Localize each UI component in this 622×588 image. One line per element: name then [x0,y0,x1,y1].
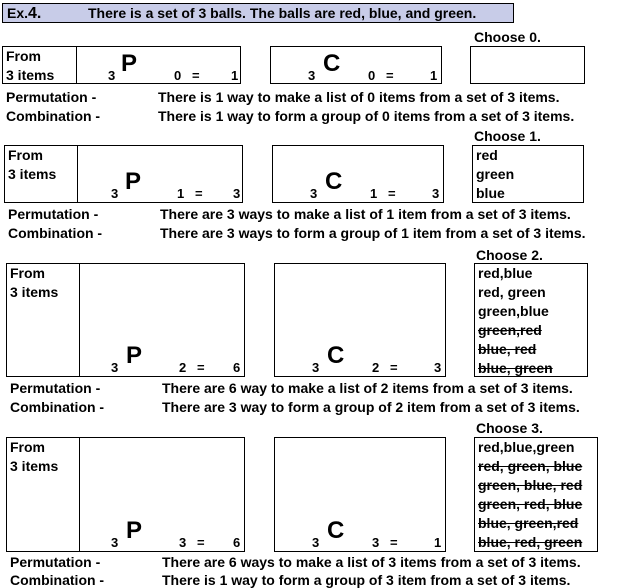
choose-list [474,263,588,377]
combination-text: There are 3 ways to form a group of 1 item from a set of 3 items. [160,225,586,241]
c-letter: C [325,168,343,195]
list-item: green,blue [478,303,549,319]
permutation-result: 6 [233,535,241,550]
permutation-label: Permutation - [10,380,101,396]
combination-label: Combination - [6,108,101,124]
from-cell [7,264,80,376]
items-label: 3 items [8,166,57,182]
choose-label: Choose 2. [476,247,543,263]
permutation-result: 1 [231,68,239,83]
equals-sign: = [390,535,398,550]
combination-label: Combination - [10,399,105,415]
list-item: red, green [478,284,546,300]
items-label: 3 items [6,67,55,83]
n-subscript: 3 [312,535,320,550]
items-label: 3 items [10,458,59,474]
permutation-text: There are 3 ways to make a list of 1 item from a set of 3 items. [160,206,571,222]
combination-box [270,46,442,84]
choose-label: Choose 0. [474,29,541,45]
choose-list [470,46,585,84]
r-subscript: 0 [368,68,376,83]
equals-sign: = [195,186,203,201]
combination-label: Combination - [8,225,103,241]
choose-label: Choose 3. [476,420,543,436]
permutation-result: 3 [233,186,241,201]
equals-sign: = [390,360,398,375]
combination-label: Combination - [10,572,105,588]
combination-box [274,437,446,552]
list-item-struck: blue, red [478,341,537,357]
p-letter: P [121,50,138,77]
permutation-result: 6 [233,360,241,375]
r-subscript: 2 [179,360,187,375]
choose-list [474,437,598,552]
r-subscript: 0 [174,68,182,83]
list-item-struck: green, blue, red [478,477,583,493]
permutation-label: Permutation - [6,89,97,105]
r-subscript: 1 [177,186,185,201]
choose-list [472,145,584,203]
combination-box [272,145,444,203]
r-subscript: 3 [372,535,380,550]
p-letter: P [125,168,142,195]
combination-result: 3 [434,360,442,375]
permutation-box [6,263,245,377]
combination-text: There is 1 way to form a group of 0 items from a set of 3 items. [158,108,575,124]
list-item-struck: red, green, blue [478,458,583,474]
permutation-text: There are 6 ways to make a list of 3 items from a set of 3 items. [162,554,581,570]
list-item: green [476,166,515,182]
combination-result: 1 [430,68,438,83]
title-bar [2,3,514,23]
n-subscript: 3 [111,535,119,550]
from-cell [5,146,78,202]
n-subscript: 3 [312,360,320,375]
list-item-struck: green, red, blue [478,496,583,512]
n-subscript: 3 [310,186,318,201]
n-subscript: 3 [111,186,119,201]
list-item: red,blue [478,265,533,281]
equals-sign: = [197,535,205,550]
combination-result: 3 [432,186,440,201]
list-item-struck: blue, green [478,360,553,376]
from-label: From [10,439,45,455]
r-subscript: 1 [370,186,378,201]
from-label: From [6,48,41,64]
c-letter: C [327,517,345,544]
equals-sign: = [192,68,200,83]
n-subscript: 3 [111,360,119,375]
c-letter: C [327,342,345,369]
p-letter: P [126,342,143,369]
list-item: red [476,147,498,163]
list-item-struck: blue, green,red [478,515,579,531]
equals-sign: = [197,360,205,375]
permutation-text: There is 1 way to make a list of 0 items from a set of 3 items. [158,89,560,105]
p-letter: P [126,517,143,544]
list-item: red,blue,green [478,439,575,455]
permutation-box [2,46,241,84]
from-label: From [8,147,43,163]
r-subscript: 2 [372,360,380,375]
list-item: blue [476,185,505,201]
combination-box [274,263,446,377]
permutation-label: Permutation - [8,206,99,222]
combination-result: 1 [434,535,442,550]
permutation-text: There are 6 way to make a list of 2 items from a set of 3 items. [162,380,573,396]
combination-text: There are 3 way to form a group of 2 item from a set of 3 items. [162,399,580,415]
example-label: Ex.4. [7,5,42,22]
n-subscript: 3 [108,68,116,83]
combination-text: There is 1 way to form a group of 3 item from a set of 3 items. [162,572,571,588]
list-item-struck: green,red [478,322,542,338]
items-label: 3 items [10,284,59,300]
permutation-box [4,145,243,203]
c-letter: C [323,50,341,77]
list-item-struck: blue, red, green [478,534,583,550]
from-cell [3,47,77,83]
r-subscript: 3 [179,535,187,550]
n-subscript: 3 [308,68,316,83]
from-cell [7,438,80,551]
equals-sign: = [388,186,396,201]
permutation-box [6,437,245,552]
equals-sign: = [386,68,394,83]
permutation-label: Permutation - [10,554,101,570]
choose-label: Choose 1. [474,128,541,144]
from-label: From [10,265,45,281]
problem-statement: There is a set of 3 balls. The balls are red, blue, and green. [88,5,477,21]
